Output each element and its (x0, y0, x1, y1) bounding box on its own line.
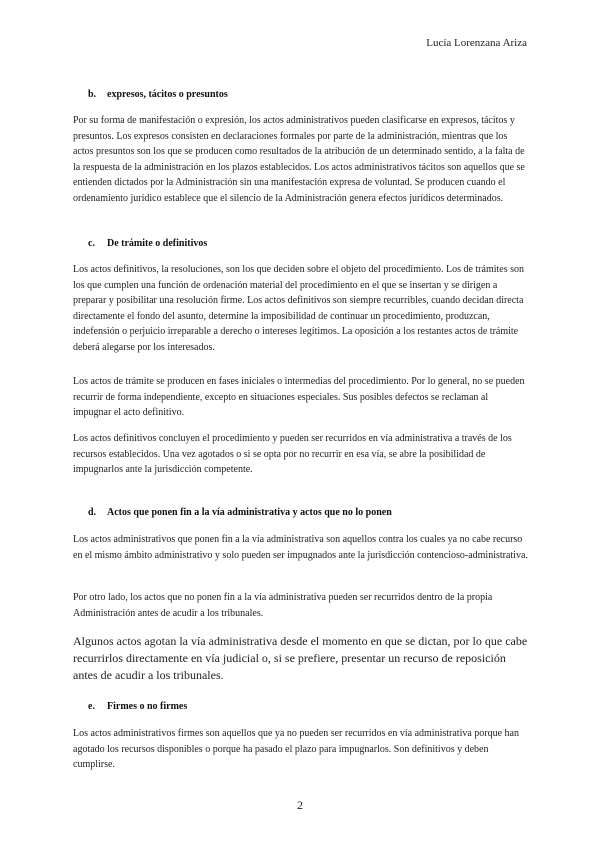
section-b-title: expresos, tácitos o presuntos (107, 89, 228, 100)
section-d-heading (88, 507, 392, 518)
paragraph: Los actos administrativos que ponen fin a la vía administrativa son aquellos contra los cuales ya no cabe recurso en el mismo ámbito administrativo y solo pueden ser impugnados ante la jurisdicción contencioso-administrativa. (73, 534, 528, 561)
section-d-title: Actos que ponen fin a la vía administrativa y actos que no lo ponen (107, 507, 392, 518)
section-c-title: De trámite o definitivos (107, 238, 208, 249)
paragraph: Algunos actos agotan la vía administrativa desde el momento en que se dictan, por lo que cabe recurrirlos directamente en vía judicial o, si se prefiere, presentar un recurso de reposición antes de acudir a los tribunales. (73, 634, 528, 682)
header-author: Lucía Lorenzana Ariza (426, 37, 527, 49)
paragraph: Los actos definitivos concluyen el procedimiento y pueden ser recurridos en vía administrativa a través de los recursos establecidos. Una vez agotados o si se opta por no recurrir en esa vía, se abre la posibilidad de impugnarlos ante la jurisdicción competente. (73, 433, 512, 475)
section-e-title: Firmes o no firmes (107, 701, 188, 712)
section-c-heading (88, 238, 207, 249)
section-b-heading (88, 89, 228, 100)
paragraph: Por otro lado, los actos que no ponen fin a la vía administrativa pueden ser recurridos dentro de la propia Administración antes de acudir a los tribunales. (73, 592, 493, 619)
paragraph: Por su forma de manifestación o expresión, los actos administrativos pueden clasificarse en expresos, tácitos y presuntos. Los expresos consisten en declaraciones formales por parte de la administración, mientras que los actos presuntos son los que se producen como resultados de la atribución de un determinado sentido, a la falta de la respuesta de la administración en los plazos establecidos. Los actos administrativos tácitos son aquellos que se entienden dictados por la Administración sin una manifestación expresa de voluntad. Se producen cuando el ordenamiento jurídico establece que el silencio de la Administración genera efectos jurídicos determinados. (73, 115, 525, 204)
paragraph: Los actos de trámite se producen en fases iniciales o intermedias del procedimiento. Por lo general, no se pueden recurrir de forma independiente, excepto en situaciones especiales. Sus posibles defectos se reclaman al impugnar el acto definitivo. (73, 376, 525, 418)
section-c-letter: c. (88, 238, 95, 249)
paragraph: Los actos administrativos firmes son aquellos que ya no pueden ser recurridos en vía administrativa porque han agotado los recursos disponibles o porque ha pasado el plazo para impugnarlos. Son definitivos y deben cumplirse. (73, 728, 519, 770)
page-number: 2 (297, 798, 303, 812)
section-e-letter: e. (88, 701, 95, 712)
section-e-heading (88, 701, 187, 712)
section-b-letter: b. (88, 89, 97, 100)
section-d-letter: d. (88, 507, 97, 518)
paragraph: Los actos definitivos, la resoluciones, son los que deciden sobre el objeto del procedimiento. Los de trámites son los que cumplen una función de ordenación material del procedimiento en el que se insertan y se dirigen a preparar y posibilitar una resolución firme. Los actos definitivos son siempre recurribles, cuando decidan directa directamente el fondo del asunto, determine la imposibilidad de continuar un procedimiento, produzcan, indefensión o perjuicio irreparable a derecho o intereses legítimos. La oposición a los restantes actos de trámite deberá alegarse por los interesados. (73, 264, 525, 353)
